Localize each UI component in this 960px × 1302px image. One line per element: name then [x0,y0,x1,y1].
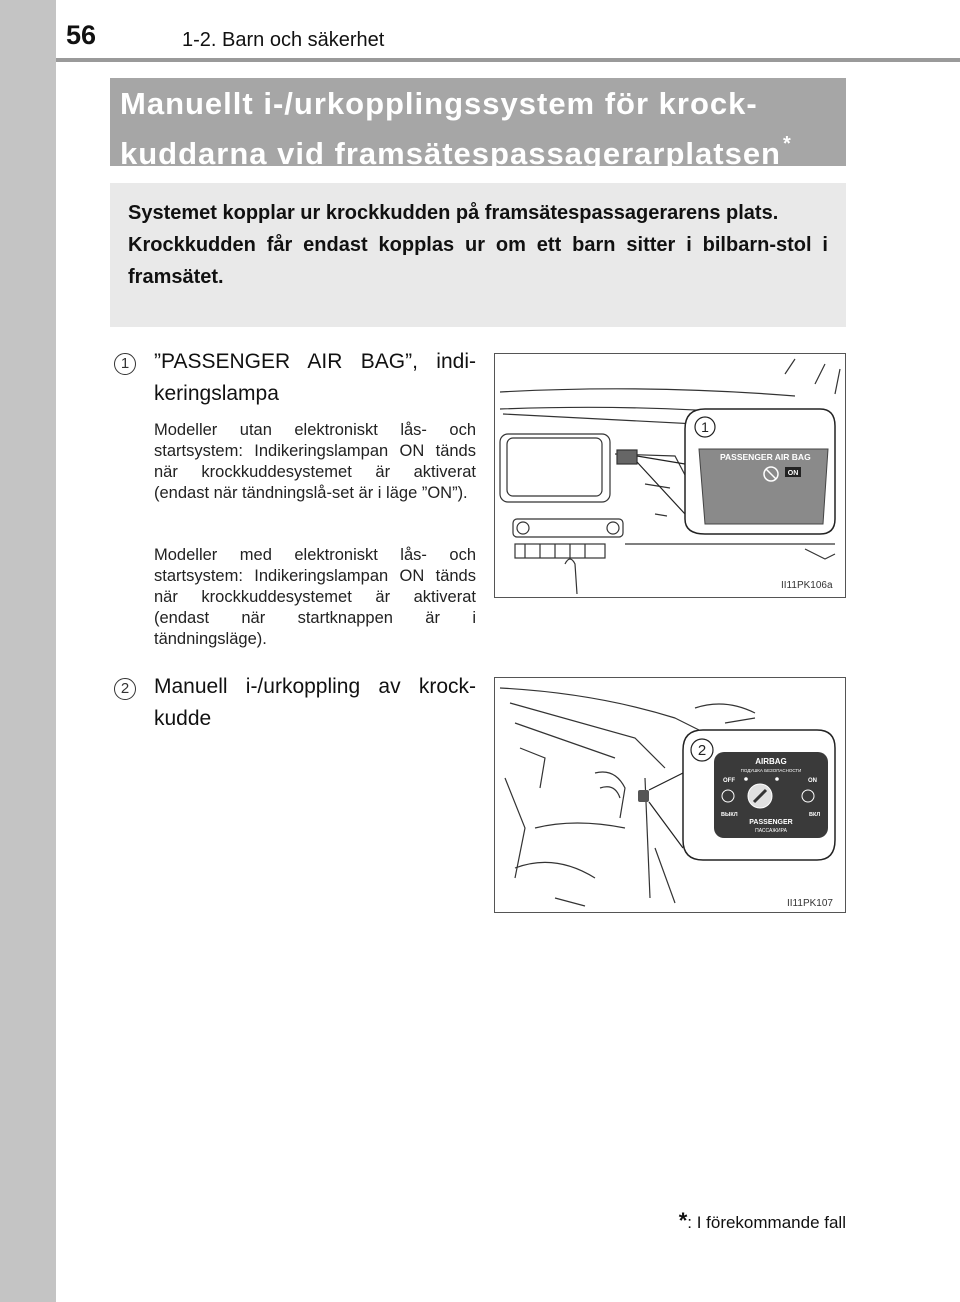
footnote-mark: * [678,1208,688,1233]
heading-line-2-text: kuddarna vid framsätespassagerarplatsen [120,136,781,171]
figure-1-code: II11PK106a [781,580,833,591]
figure-dashboard-indicator [494,353,846,598]
heading-box [110,78,846,171]
switch-on-label: ON [808,778,817,784]
dashboard-illustration [495,354,844,596]
on-indicator-text: ON [787,470,799,477]
side-tab-strip [0,0,56,1302]
switch-passenger-label: PASSENGER [749,819,793,826]
item-1-title: ”PASSENGER AIR BAG”, indi-keringslampa [154,350,476,405]
switch-off-label: OFF [723,778,735,784]
switch-passenger-label-ru: ПАССАЖИРА [755,828,787,834]
switch-on-label-ru: ВКЛ [809,812,821,818]
section-title: 1-2. Barn och säkerhet [182,29,385,51]
figure-1-callout-number: 1 [701,419,709,435]
item-2-title: Manuell i-/urkoppling av krock-kudde [154,675,476,730]
asterisk-mark: * [783,133,792,155]
intro-line-2: Krockkudden får endast kopplas ur om ett barn sitter i bilbarn-stol i framsätet. [128,234,828,288]
item-1-number-icon: 1 [114,353,136,375]
switch-off-label-ru: ВЫКЛ [721,812,738,818]
intro-line-1: Systemet kopplar ur krockkudden på framsätespassagerarens plats. [128,202,779,224]
item-1-paragraph-2: Modeller med elektroniskt lås- och startsystem: Indikeringslampan ON tänds när krockkuddesystemet är aktiverat (endast när startknappen är i tändningsläge). [154,546,476,648]
heading-line-1: Manuellt i-/urkopplingssystem för krock- [120,86,758,121]
page-number: 56 [66,20,97,50]
footnote [679,1208,846,1234]
passenger-air-bag-label: PASSENGER AIR BAG [720,452,811,462]
figure-2-callout-number: 2 [697,742,707,759]
airbag-switch-title-ru: ПОДУШКА БЕЗОПАСНОСТИ [740,768,802,773]
airbag-switch-title: AIRBAG [755,757,787,766]
figure-2-code: II11PK107 [787,898,833,909]
intro-box [110,183,846,327]
item-1-paragraph-1: Modeller utan elektroniskt lås- och startsystem: Indikeringslampan ON tänds när krockkuddesystemet är aktiverat (endast när tändningslå-set är i läge ”ON”). [154,421,476,502]
heading-line-2 [120,124,846,174]
glovebox-illustration [495,678,844,911]
header-rule [56,58,960,62]
figure-airbag-switch [494,677,846,913]
footnote-text: : I förekommande fall [687,1213,846,1232]
item-2-number-icon: 2 [114,678,136,700]
